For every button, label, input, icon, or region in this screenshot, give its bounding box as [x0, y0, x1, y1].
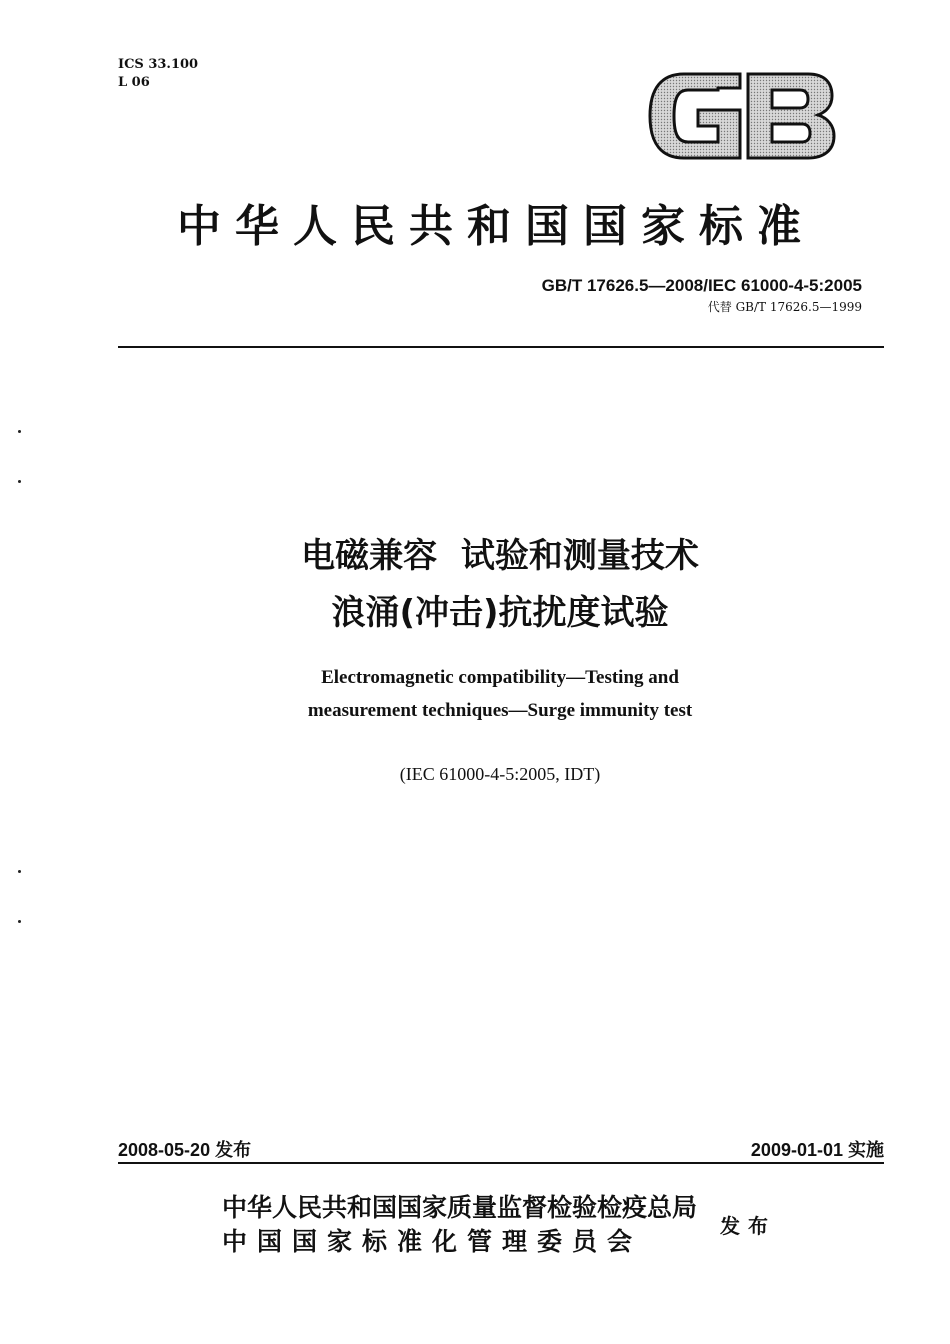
ccs-code: L 06: [118, 75, 150, 90]
title-chinese-line1: 电磁兼容 试验和测量技术: [301, 536, 699, 576]
standard-number: GB/T 17626.5—2008/IEC 61000-4-5:2005: [541, 276, 862, 295]
issue-date: 2008-05-20 发布: [118, 1140, 252, 1160]
ics-code: ICS 33.100: [118, 57, 199, 72]
top-divider: [118, 346, 884, 348]
title-english-line2: measurement techniques—Surge immunity test: [307, 700, 693, 721]
margin-mark: [18, 430, 21, 433]
publisher-line2: 中国国家标准化管理委员会: [222, 1227, 643, 1256]
implementation-date: 2009-01-01 实施: [750, 1140, 884, 1160]
margin-mark: [18, 870, 21, 873]
publisher-line1: 中华人民共和国国家质量监督检验检疫总局: [222, 1193, 698, 1222]
bottom-divider: [118, 1162, 884, 1164]
replaces-standard: 代替 GB/T 17626.5—1999: [707, 300, 862, 314]
issued-label: 发布: [720, 1214, 776, 1238]
national-standard-heading: 中华人民共和国国家标准: [177, 201, 815, 252]
adoption-note: (IEC 61000-4-5:2005, IDT): [399, 764, 601, 784]
title-english-line1: Electromagnetic compatibility—Testing and: [321, 667, 679, 688]
classification-codes: [118, 56, 198, 92]
margin-mark: [18, 920, 21, 923]
margin-mark: [18, 480, 21, 483]
gb-logo: [648, 70, 836, 162]
title-chinese-line2: 浪涌(冲击)抗扰度试验: [331, 593, 669, 633]
